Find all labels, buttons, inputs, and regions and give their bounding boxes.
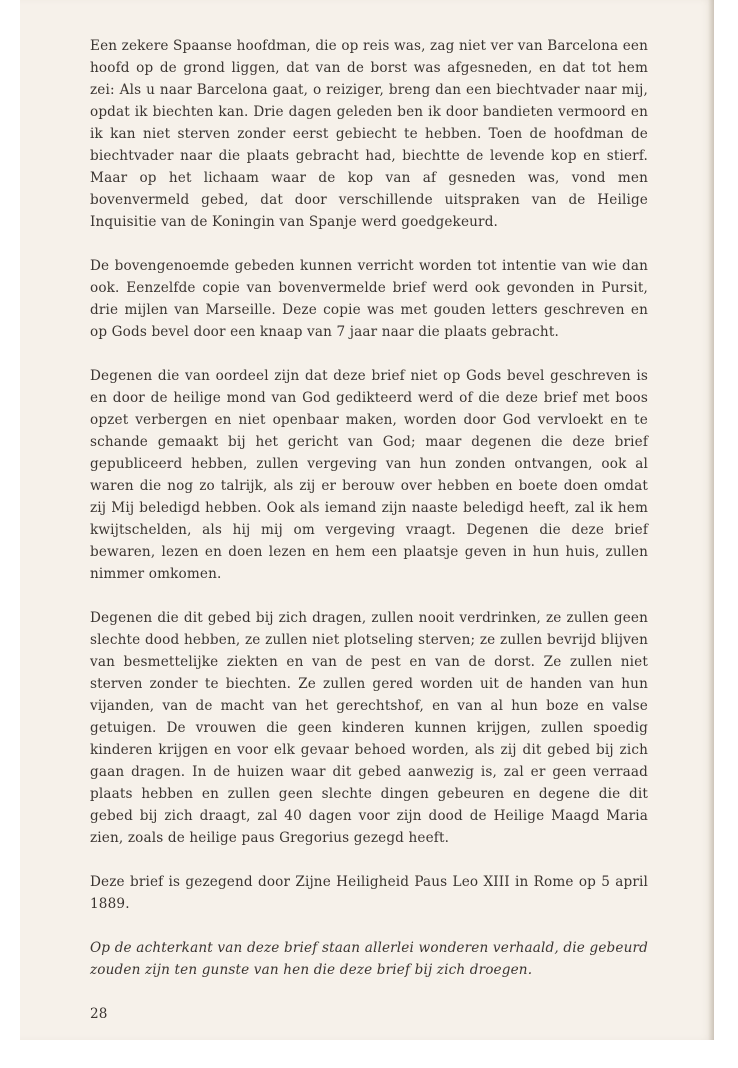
paragraph-blessing: Deze brief is gezegend door Zijne Heiligheid Paus Leo XIII in Rome op 5 april 1889. — [90, 874, 648, 912]
paragraph-protections: Degenen die dit gebed bij zich dragen, zullen nooit verdrinken, ze zullen geen slechte dood hebben, ze zullen niet plotseling sterven; ze zullen bevrijd blijven van besmettelijke ziekten en van de pest en van de dorst. Ze zullen niet sterven zonder te biechten. Ze zullen gered worden uit de handen van hun vijanden, van de macht van het gerechtshof, en van al hun boze en valse getuigen. De vrouwen die geen kinderen kunnen krijgen, zullen spoedig kinderen krijgen en voor elk gevaar behoed worden, als zij dit gebed bij zich gaan dragen. In de huizen waar dit gebed aanwezig is, zal er geen verraad plaats hebben en zullen geen slechte dingen gebeuren en degene die dit gebed bij zich draagt, zal 40 dagen voor zijn dood de Heilige Maagd Maria zien, zoals de heilige paus Gregorius gezegd heeft. — [90, 610, 648, 846]
page-edge-shadow — [708, 0, 714, 1040]
paragraph-spanish-captain: Een zekere Spaanse hoofdman, die op reis was, zag niet ver van Barcelona een hoofd op de grond liggen, dat van de borst was afgesneden, en dat tot hem zei: Als u naar Barcelona gaat, o reiziger, breng dan een biechtvader naar mij, opdat ik biechten kan. Drie dagen geleden ben ik door bandieten vermoord en ik kan niet sterven zonder eerst gebiecht te hebben. Toen de hoofdman de biechtvader naar die plaats gebracht had, biechtte de levende kop en stierf. Maar op het lichaam waar de kop van af gesneden was, vond men bovenvermeld gebed, dat door verschillende uitspraken van de Heilige Inquisitie van de Koningin van Spanje werd goedgekeurd. — [90, 38, 648, 230]
book-page — [20, 0, 714, 1040]
italic-note: Op de achterkant van deze brief staan allerlei wonderen verhaald, die gebeurd zouden zijn ten gunste van hen die deze brief bij zich droegen. — [90, 940, 648, 978]
paragraph-judgement: Degenen die van oordeel zijn dat deze brief niet op Gods bevel geschreven is en door de heilige mond van God gedikteerd werd of die deze brief met boos opzet verbergen en niet openbaar maken, worden door God vervloekt en te schande gemaakt bij het gericht van God; maar degenen die deze brief gepubliceerd hebben, zullen vergeving van hun zonden ontvangen, ook al waren die nog zo talrijk, als zij er berouw over hebben en boete doen omdat zij Mij beledigd hebben. Ook als iemand zijn naaste beledigd heeft, zal ik hem kwijtschelden, als hij mij om vergeving vraagt. Degenen die deze brief bewaren, lezen en doen lezen en hem een plaatsje geven in hun huis, zullen nimmer omkomen. — [90, 368, 648, 582]
paragraph-prayers-intention: De bovengenoemde gebeden kunnen verricht worden tot intentie van wie dan ook. Eenzelfde copie van bovenvermelde brief werd ook gevonden in Pursit, drie mijlen van Marseille. Deze copie was met gouden letters geschreven en op Gods bevel door een knaap van 7 jaar naar die plaats gebracht. — [90, 258, 648, 340]
page-number: 28 — [90, 1006, 108, 1022]
page-content — [90, 35, 648, 1025]
